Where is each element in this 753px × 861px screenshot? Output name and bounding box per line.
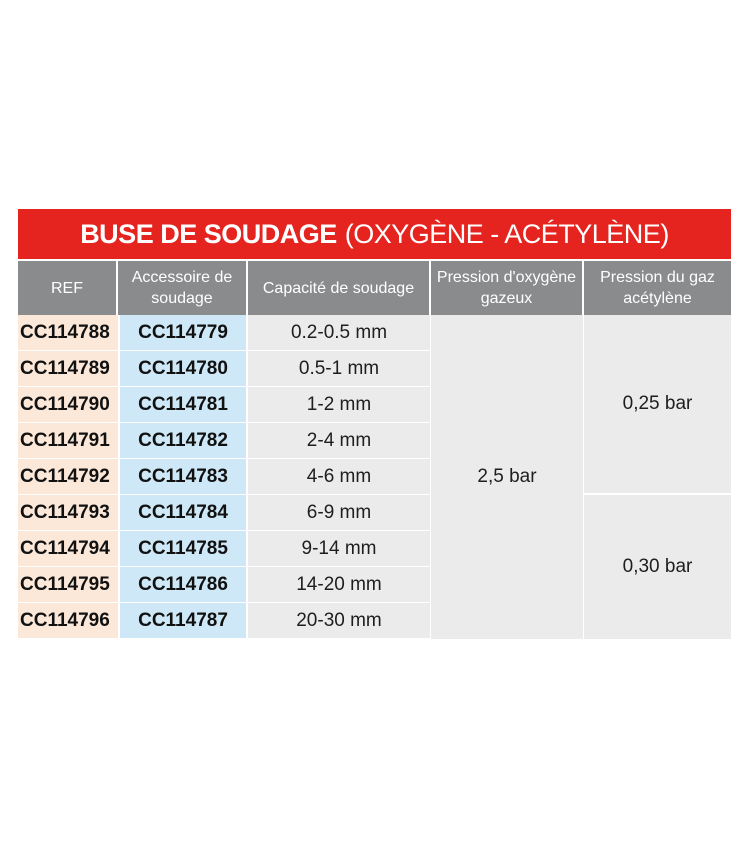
table-row (18, 495, 731, 531)
header-accessory: Accessoire de soudage (118, 259, 248, 315)
accessory-cell: CC114780 (118, 351, 248, 387)
capacity-cell: 20-30 mm (248, 603, 431, 639)
ref-cell: CC114790 (18, 387, 118, 423)
ref-cell: CC114789 (18, 351, 118, 387)
table-row (18, 315, 731, 351)
acetylene-pressure-cell-2: 0,30 bar (584, 495, 731, 639)
accessory-cell: CC114783 (118, 459, 248, 495)
header-capacity: Capacité de soudage (248, 259, 431, 315)
header-row (18, 259, 731, 315)
accessory-cell: CC114779 (118, 315, 248, 351)
accessory-cell: CC114786 (118, 567, 248, 603)
header-oxygen-pressure: Pression d'oxygène gazeux (431, 259, 584, 315)
ref-cell: CC114795 (18, 567, 118, 603)
capacity-cell: 6-9 mm (248, 495, 431, 531)
specs-table (18, 259, 731, 639)
ref-cell: CC114792 (18, 459, 118, 495)
ref-cell: CC114791 (18, 423, 118, 459)
ref-cell: CC114788 (18, 315, 118, 351)
capacity-cell: 9-14 mm (248, 531, 431, 567)
capacity-cell: 0.5-1 mm (248, 351, 431, 387)
capacity-cell: 14-20 mm (248, 567, 431, 603)
capacity-cell: 1-2 mm (248, 387, 431, 423)
table-title (18, 209, 731, 259)
acetylene-pressure-cell-1: 0,25 bar (584, 315, 731, 495)
accessory-cell: CC114782 (118, 423, 248, 459)
header-acetylene-pressure: Pression du gaz acétylène (584, 259, 731, 315)
ref-cell: CC114794 (18, 531, 118, 567)
ref-cell: CC114793 (18, 495, 118, 531)
accessory-cell: CC114784 (118, 495, 248, 531)
capacity-cell: 0.2-0.5 mm (248, 315, 431, 351)
title-main: BUSE DE SOUDAGE (80, 218, 337, 249)
accessory-cell: CC114785 (118, 531, 248, 567)
accessory-cell: CC114787 (118, 603, 248, 639)
capacity-cell: 2-4 mm (248, 423, 431, 459)
accessory-cell: CC114781 (118, 387, 248, 423)
ref-cell: CC114796 (18, 603, 118, 639)
title-sub: (OXYGÈNE - ACÉTYLÈNE) (344, 218, 669, 249)
oxygen-pressure-cell: 2,5 bar (431, 315, 584, 639)
header-ref: REF (18, 259, 118, 315)
capacity-cell: 4-6 mm (248, 459, 431, 495)
welding-nozzle-table-panel (18, 209, 731, 639)
